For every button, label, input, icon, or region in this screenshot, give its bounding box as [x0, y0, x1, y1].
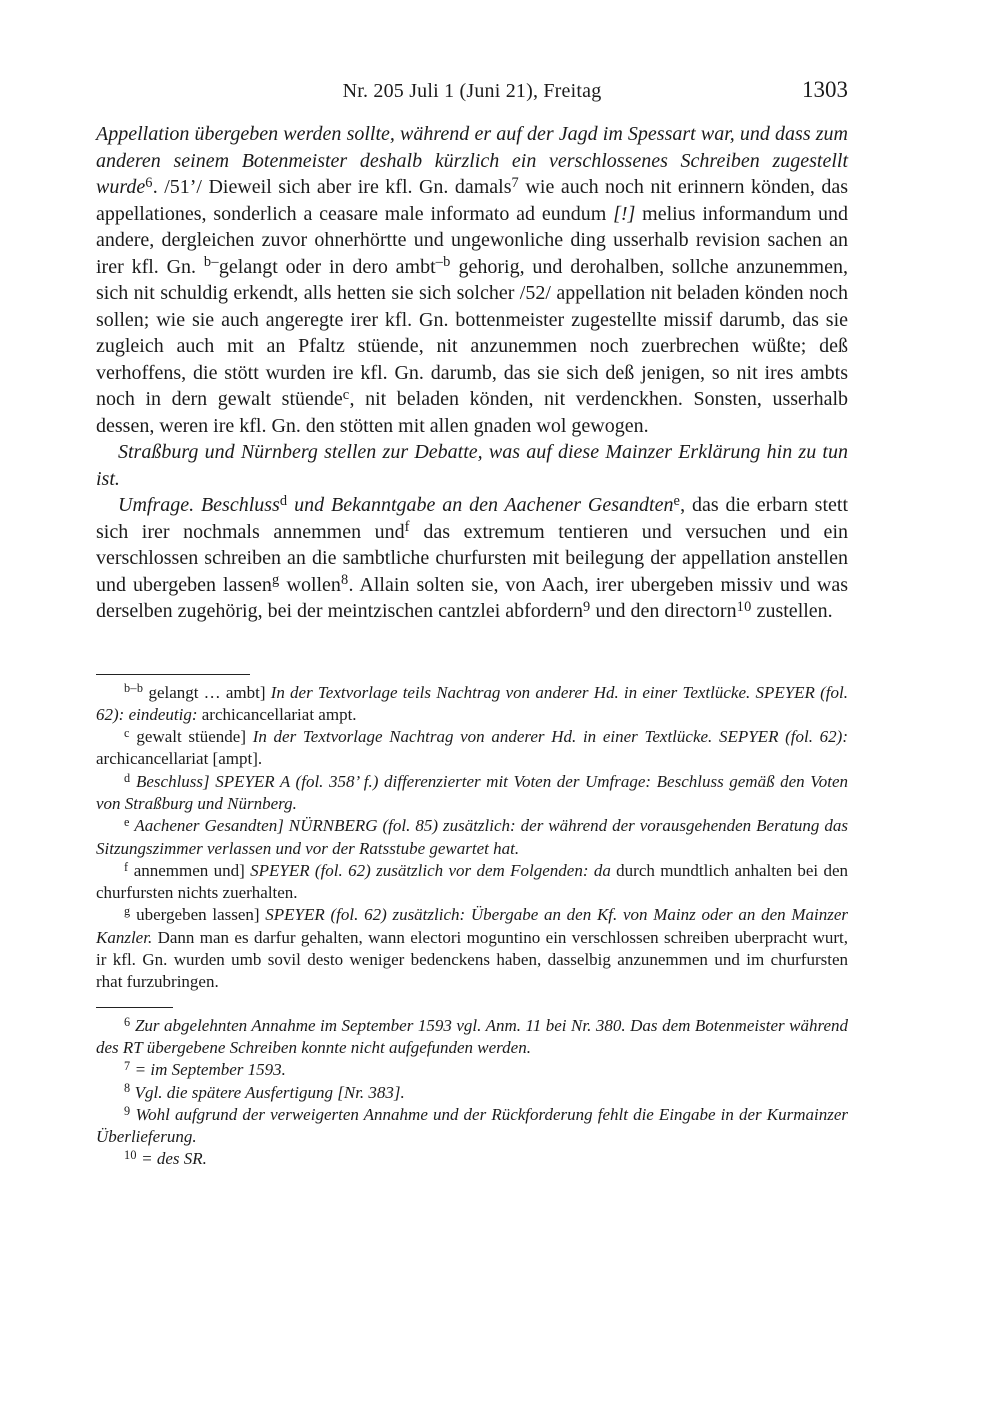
- footnote-c: $^c$ gewalt stüende] In der Textvorlage Nachtrag von anderer Hd. in einer Textlücke. SEPYER (fol. 62): archicancellariat [ampt].: [96, 725, 849, 769]
- running-header: [96, 77, 848, 108]
- footnote-6: $^6$ Zur abgelehnten Annahme im September 1593 vgl. Anm. 11 bei Nr. 380. Das dem Botenmeister während des RT übergebene Schreiben konnte nicht aufgefunden werden.: [96, 1014, 848, 1057]
- footnote-10: $^{10}$ = des SR.: [124, 1148, 207, 1169]
- text-block: [96, 0, 848, 1171]
- footnote-separator-numbers: [96, 1007, 173, 1008]
- paragraph-appellation: Appellation übergeben werden sollte, während er auf der Jagd im Spessart war, und dass zum anderen seinem Botenmeister deshalb kürzlich ein verschlossenes Schreiben zugestellt wurde$^6$. /51’/ Dieweil sich aber ire kfl. Gn. damals$^7$ wie auch noch nit erinnern könden, das appellationes, sonderlich a ceasare male informato ad eundum [!] melius informandum und andere, dergleichen zuvor ohnerhörtte und ungewonliche ding usserhalb revision sachen an irer kfl. Gn. $^{b-}$gelangt oder in dero ambt$^{-b}$ gehorig, und derohalben, sollche anzunemmen, sich nit schuldig erkendt, alls hetten sie sich solcher /52/ appellation nit beladen könden noch sollen; wie sie auch angeregte irer kfl. Gn. bottenmeister zugestellte missif darumb, das sie zugleich auch mit an Pfaltz stüende, nit anzunemmen noch zuerbrechen wüßte; deß verhoffens, die stött wurden ire kfl. Gn. darumb, das sie sich deß jenigen, so nit ires ambts noch in dern gewalt stüende$^c$, nit beladen könden, nit verdenckhen. Sonsten, usserhalb dessen, weren ire kfl. Gn. den stötten mit allen gnaden wol gewogen.: [96, 123, 849, 437]
- paragraph-umfrage: Umfrage. Beschluss$^d$ und Bekanntgabe an den Aachener Gesandten$^e$, das die erbarn stett sich irer nochmals annemmen und$^f$ das extremum tentieren und versuchen und ein verschlossen schreiben an die sambtliche churfursten mit beilegung der appellation anstellen und ubergeben lassen$^g$ wollen$^8$. Allain solten sie, von Aach, irer ubergeben missiv und was derselben zugehörig, bei der meintzischen cantzlei abfordern$^9$ und den directorn$^{10}$ zustellen.: [96, 492, 849, 622]
- footnote-8: $^8$ Vgl. die spätere Ausfertigung [Nr. 383].: [124, 1081, 405, 1102]
- header-title: Nr. 205 Juli 1 (Juni 21), Freitag: [342, 80, 602, 102]
- paragraph-strassburg-nuernberg: Straßburg und Nürnberg stellen zur Debatte, was auf diese Mainzer Erklärung hin zu tun ist.: [96, 441, 848, 490]
- footnote-7: $^7$ = im September 1593.: [124, 1059, 286, 1080]
- footnotes-letters: [96, 682, 848, 994]
- footnotes-numbers: [96, 1015, 848, 1171]
- footnote-d: $^d$ Beschluss] SPEYER A (fol. 358’ f.) differenzierter mit Voten der Umfrage: Beschluss gemäß den Voten von Straßburg und Nürnberg.: [96, 770, 848, 813]
- footnote-separator-letters: [96, 674, 250, 675]
- footnote-f: $^f$ annemmen und] SPEYER (fol. 62) zusätzlich vor dem Folgenden: da durch mundtlich anhalten bei den churfursten nichts zuerhalten.: [96, 859, 849, 903]
- footnote-e: $^e$ Aachener Gesandten] NÜRNBERG (fol. 85) zusätzlich: der während der vorausgehenden Beratung das Sitzungszimmer verlassen und vor der Ratsstube gewartet hat.: [96, 815, 848, 858]
- footnote-g: $^g$ ubergeben lassen] SPEYER (fol. 62) zusätzlich: Übergabe an den Kf. von Mainz oder an den Mainzer Kanzler. Dann man es darfur gehalten, wann electori moguntino ein verschlossen schreiben uberpracht wurt, ir kfl. Gn. wurden umb sovil desto weniger bedenckens haben, dasselbig anzunemmen und im churfursten rhat furzubringen.: [96, 904, 848, 992]
- footnote-9: $^9$ Wohl aufgrund der verweigerten Annahme und der Rückforderung fehlt die Eingabe in der Kurmainzer Überlieferung.: [96, 1103, 848, 1147]
- footnote-b: $^{b-b}$ gelangt … ambt] In der Textvorlage teils Nachtrag von anderer Hd. in einer Textlücke. SPEYER (fol. 62): eindeutig: archicancellariat ampt.: [96, 681, 848, 724]
- main-text: [96, 121, 848, 625]
- page-number: 1303: [802, 77, 848, 102]
